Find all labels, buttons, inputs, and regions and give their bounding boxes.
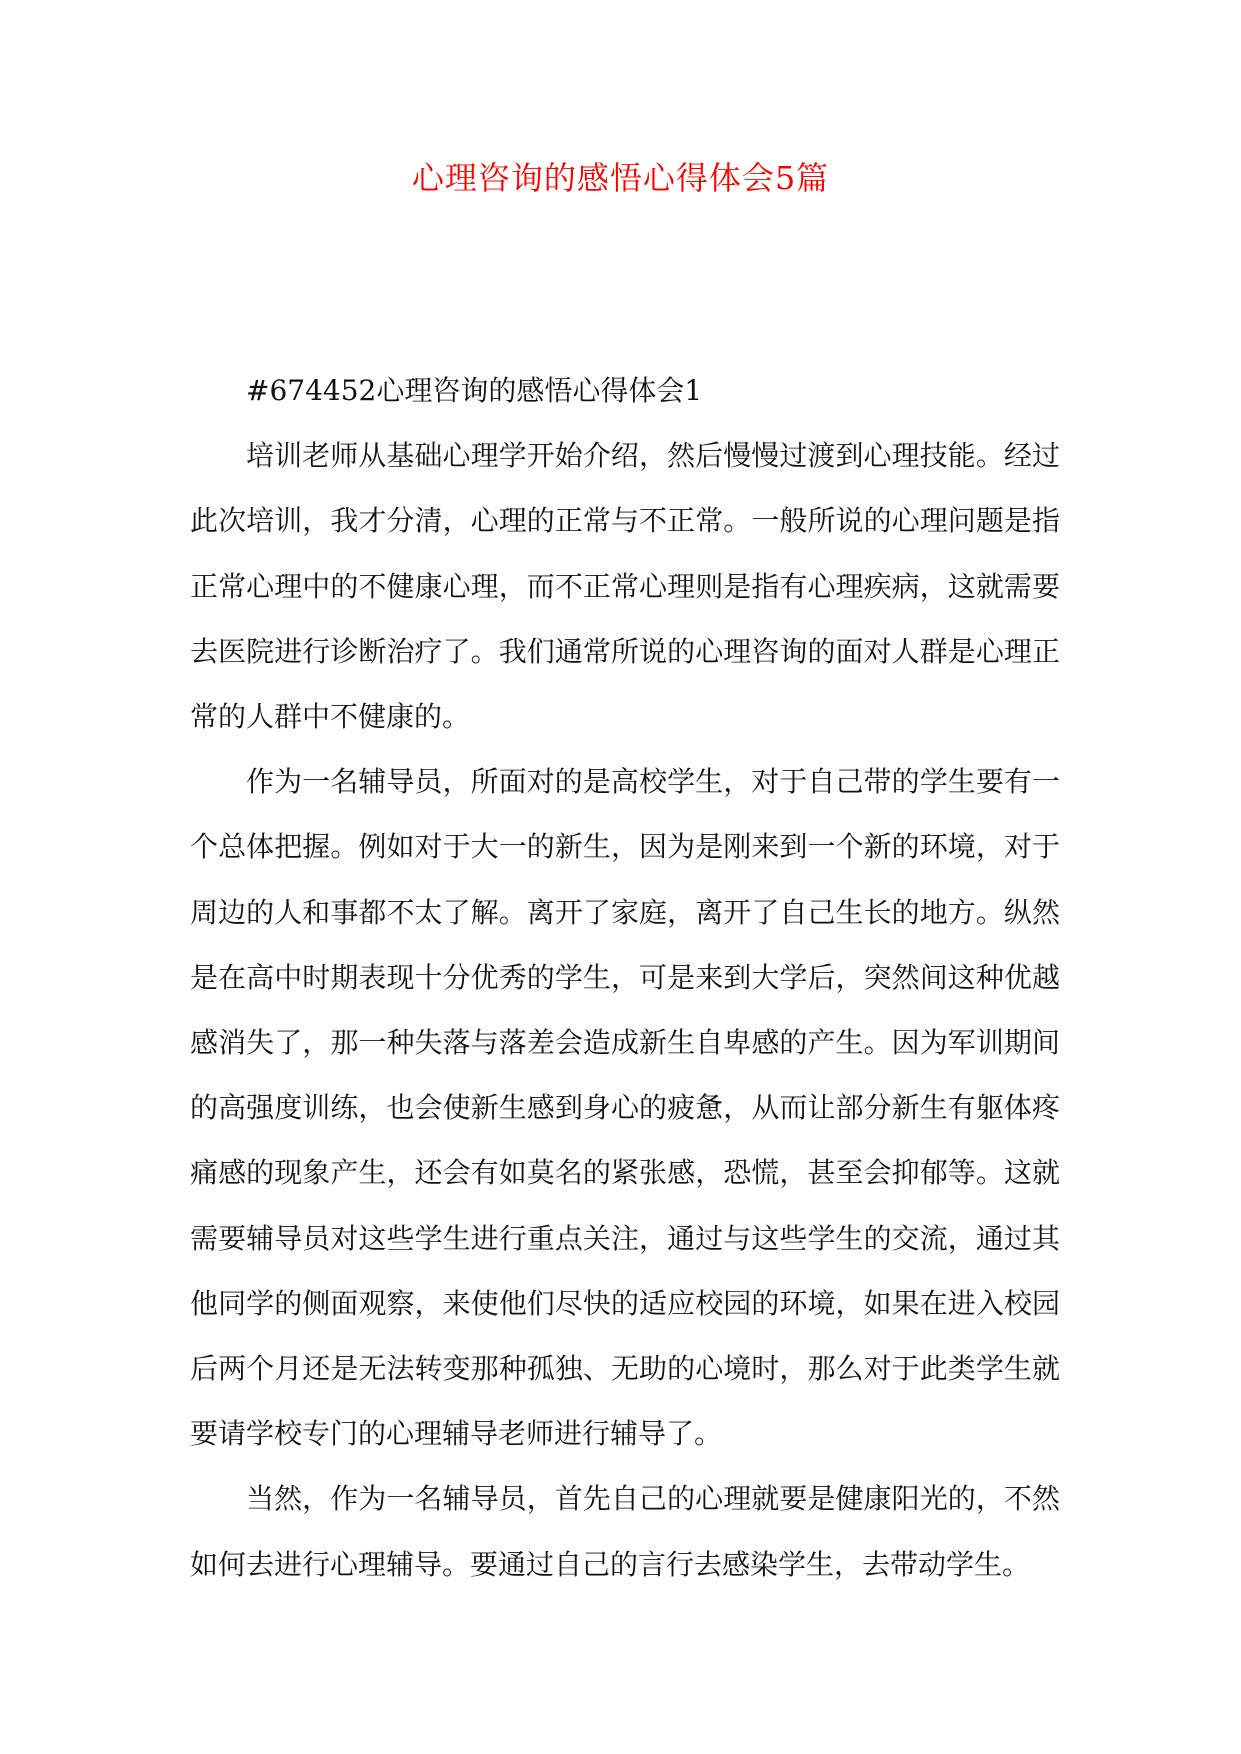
section-heading: #674452心理咨询的感悟心得体会1 bbox=[246, 374, 703, 407]
document-title: 心理咨询的感悟心得体会5篇 bbox=[411, 159, 830, 197]
document-body bbox=[190, 358, 1060, 1597]
paragraph-2: 作为一名辅导员，所面对的是高校学生，对于自己带的学生要有一个总体把握。例如对于大一的新生，因为是刚来到一个新的环境，对于周边的人和事都不太了解。离开了家庭，离开了自己生长的地方。纵然是在高中时期表现十分优秀的学生，可是来到大学后，突然间这种优越感消失了，那一种失落与落差会造成新生自卑感的产生。因为军训期间的高强度训练，也会使新生感到身心的疲惫，从而让部分新生有躯体疼痛感的现象产生，还会有如莫名的紧张感，恐慌，甚至会抑郁等。这就需要辅导员对这些学生进行重点关注，通过与这些学生的交流，通过其他同学的侧面观察，来使他们尽快的适应校园的环境，如果在进入校园后两个月还是无法转变那种孤独、无助的心境时，那么对于此类学生就要请学校专门的心理辅导老师进行辅导了。 bbox=[190, 765, 1060, 1451]
paragraph-3: 当然，作为一名辅导员，首先自己的心理就要是健康阳光的，不然如何去进行心理辅导。要通过自己的言行去感染学生，去带动学生。 bbox=[190, 1482, 1060, 1581]
paragraph-1: 培训老师从基础心理学开始介绍，然后慢慢过渡到心理技能。经过此次培训，我才分清，心理的正常与不正常。一般所说的心理问题是指正常心理中的不健康心理，而不正常心理则是指有心理疾病，这就需要去医院进行诊断治疗了。我们通常所说的心理咨询的面对人群是心理正常的人群中不健康的。 bbox=[190, 439, 1060, 734]
